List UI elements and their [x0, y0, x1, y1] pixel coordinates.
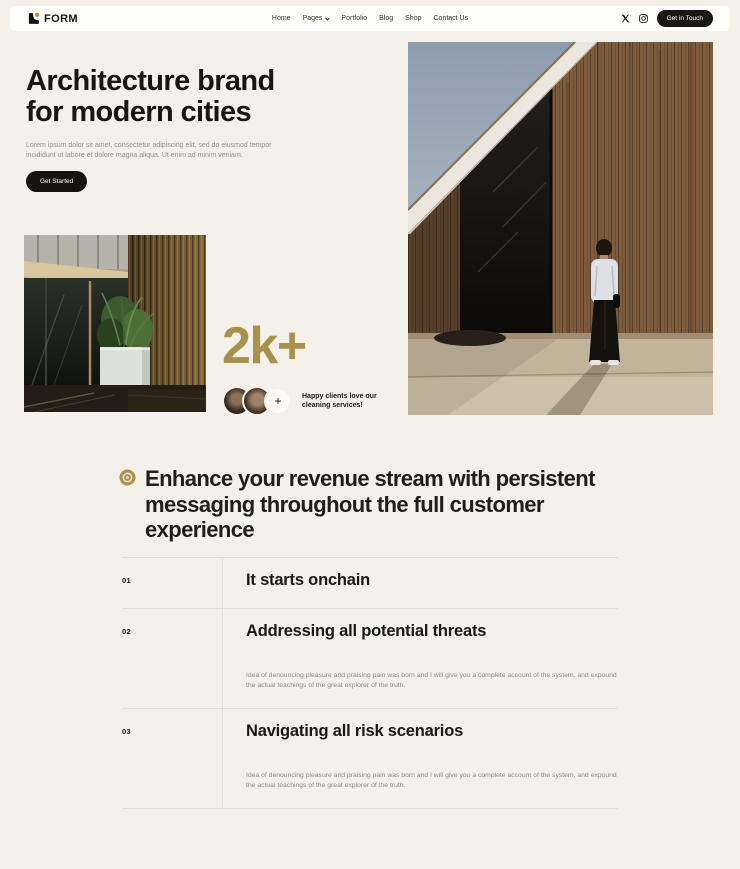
- clients-caption: Happy clients love our cleaning services!: [302, 392, 377, 409]
- nav-item-portfolio[interactable]: Portfolio: [341, 15, 368, 22]
- get-started-button[interactable]: Get Started: [26, 171, 87, 192]
- list-item: [122, 608, 618, 708]
- logo-wordmark: FORM: [44, 12, 78, 25]
- nav-item-shop[interactable]: Shop: [405, 15, 422, 22]
- logo[interactable]: [27, 12, 78, 25]
- hero-description: Lorem ipsum dolor sit amet, consectetur adipiscing elit, sed do eiusmod tempor incididunt ut labore et dolore magna aliqua. Ut enim ad minim veniam.: [26, 142, 272, 159]
- logo-icon: [27, 12, 40, 25]
- hero-image-house: [408, 42, 713, 415]
- nav-item-home[interactable]: Home: [271, 15, 291, 22]
- feature-number: 03: [122, 727, 131, 736]
- feature-description: Idea of denouncing pleasure and praising pain was born and I will give you a complete account of the system, and expound the actual teachings of the great explorer of the truth.: [246, 672, 617, 689]
- nav-item-contact[interactable]: Contact Us: [433, 15, 469, 22]
- top-nav-bar: [10, 6, 730, 31]
- page-title: Architecture brand for modern cities: [26, 65, 275, 128]
- chevron-down-icon: [324, 17, 329, 21]
- instagram-icon[interactable]: [639, 14, 649, 24]
- feature-title: Navigating all risk scenarios: [246, 722, 464, 740]
- clients-stat-value: 2k+: [222, 317, 306, 375]
- feature-number: 02: [122, 627, 131, 636]
- feature-number: 01: [122, 576, 131, 585]
- get-in-touch-button[interactable]: Get in Touch: [657, 10, 713, 27]
- happy-clients-row: [224, 386, 390, 416]
- feature-title: Addressing all potential threats: [246, 622, 487, 640]
- header-right-group: [621, 10, 713, 27]
- nav-item-pages[interactable]: Pages: [303, 15, 330, 22]
- hero-image-entrance: [24, 235, 206, 412]
- features-list: [122, 557, 618, 809]
- x-icon[interactable]: [621, 14, 631, 24]
- features-heading-block: [119, 466, 650, 543]
- feature-description: Idea of denouncing pleasure and praising pain was born and I will give you a complete account of the system, and expound the actual teachings of the great explorer of the truth.: [246, 772, 617, 789]
- feature-title: It starts onchain: [246, 571, 371, 589]
- main-nav: [272, 15, 468, 22]
- section-heading: Enhance your revenue stream with persistent messaging throughout the full customer experience: [145, 466, 595, 542]
- target-icon: [119, 469, 136, 486]
- add-avatar-button[interactable]: +: [264, 387, 292, 415]
- list-item: [122, 557, 618, 608]
- nav-item-blog[interactable]: Blog: [379, 15, 394, 22]
- list-item: [122, 708, 618, 808]
